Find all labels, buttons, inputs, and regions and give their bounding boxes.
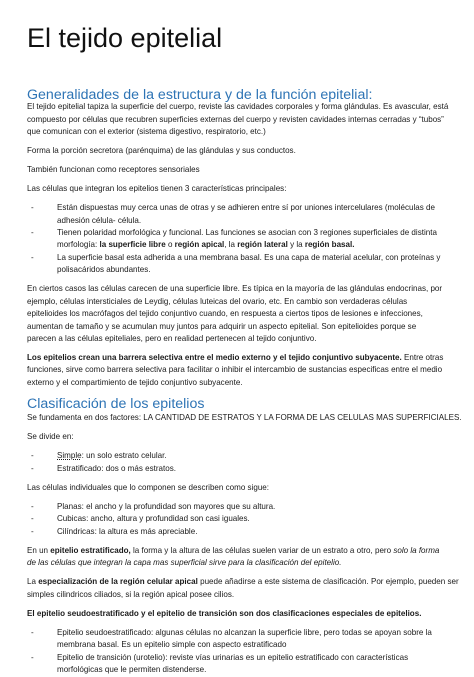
- list-dash: -: [31, 203, 34, 213]
- paragraph-line: Los epitelios crean una barrera selectiva entre el medio externo y el tejido conjuntivo subyacente. Entre otras: [27, 353, 444, 363]
- list-item-text: La superficie basal esta adherida a una membrana basal. Es una capa de material acelular, con proteínas y: [57, 252, 441, 262]
- paragraph-line: ejemplo, células intersticiales de Leydig, células luteicas del ovario, etc. En cambio son verdaderas células: [27, 296, 408, 306]
- list-dash: -: [31, 514, 34, 524]
- list-dash: -: [31, 501, 34, 511]
- list-dash: -: [31, 526, 34, 536]
- paragraph-line: [27, 557, 341, 570]
- italic-phrase: solo la forma: [393, 545, 440, 555]
- paragraph-line: Forma la porción secretora (parénquima) de las glándulas y sus conductos.: [27, 146, 296, 155]
- paragraph-line: Se divide en:: [27, 432, 74, 442]
- list-dash: -: [31, 463, 34, 473]
- list-item-text: Epitelio seudoestratificado: algunas células no alcanzan la superficie libre, pero todas se apoyan sobre la: [57, 627, 432, 637]
- list-dash: -: [31, 451, 34, 461]
- paragraph-line: externo y el compartimiento de tejido conjuntivo subyacente.: [27, 377, 243, 387]
- list-item-text: Planas: el ancho y la profundidad son mayores que su altura.: [57, 501, 276, 511]
- list-item-text: polisacáridos abundantes.: [57, 265, 151, 275]
- bold-term: región apical: [174, 240, 225, 250]
- bold-term: especialización de la región celular apical: [38, 577, 198, 587]
- list-item-text: Epitelio de transición (urotelio): reviste vías urinarias es un epitelio estratificado con características: [57, 652, 409, 662]
- section-heading-general: Generalidades de la estructura y de la función epitelial:: [27, 86, 373, 103]
- paragraph-line: Se fundamenta en dos factores: LA CANTIDAD DE ESTRATOS Y LA FORMA DE LAS CELULAS MAS SUPERFICIALES.: [27, 413, 462, 423]
- paragraph-line: En un epitelio estratificado, la forma y la altura de las células suelen variar de un estrato a otro, pero solo la forma: [27, 545, 440, 555]
- bold-term: la superficie libre: [99, 240, 166, 250]
- paragraph-line: que comunican con el exterior (sistema digestivo, respiratorio, etc.): [27, 126, 266, 136]
- bold-statement: Los epitelios crean una barrera selectiva entre el medio externo y el tejido conjuntivo subyacente.: [27, 353, 402, 363]
- paragraph-line: funciones, sirve como barrera selectiva para facilitar o inhibir el intercambio de sustancias especificas entre el medio: [27, 365, 443, 375]
- italic-phrase: de las células que integran la capa mas superficial sirve para la clasificación del epitelio.: [27, 558, 342, 568]
- paragraph-line: parecen a las células epiteliales, pero en realidad pertenecen al tejido conjuntivo.: [27, 333, 317, 343]
- paragraph-line: El tejido epitelial tapiza la superficie del cuerpo, reviste las cavidades corporales y forma glándulas. Es avascular, está: [27, 102, 449, 112]
- list-dash: -: [31, 252, 34, 262]
- bold-term: región lateral: [237, 240, 288, 250]
- page-title: El tejido epitelial: [27, 22, 223, 53]
- list-dash: -: [31, 627, 34, 637]
- paragraph-line: También funcionan como receptores sensoriales: [27, 165, 200, 175]
- list-item-text: membrana basal. Es un epitelio simple con aspecto estratificado: [57, 640, 287, 650]
- paragraph-line: La especialización de la región celular apical puede añadirse a este sistema de clasificación. Por ejemplo, pueden ser: [27, 577, 459, 587]
- paragraph-line: Las células que integran los epitelios tienen 3 características principales:: [27, 184, 287, 194]
- paragraph-line: [27, 608, 421, 621]
- paragraph-line: Las células individuales que lo componen se describen como sigue:: [27, 482, 269, 492]
- list-item-text: Cilíndricas: la altura es más apreciable.: [57, 526, 198, 536]
- bold-term: región basal.: [304, 240, 355, 250]
- list-item-text: morfología: la superficie libre o región apical, la región lateral y la región basal.: [57, 240, 355, 250]
- list-dash: -: [31, 228, 34, 238]
- list-item-text: Tienen polaridad morfológica y funcional. Las funciones se asocian con 3 regiones superficiales de distinta: [57, 228, 437, 238]
- list-item-text: morfológicas que le permiten distenderse.: [57, 665, 207, 674]
- list-dash: -: [31, 652, 34, 662]
- list-item-text: Cubicas: ancho, altura y profundidad son casi iguales.: [57, 514, 250, 524]
- paragraph-line: compuesto por células que recubren superficies externas del cuerpo y revisten cavidades internas cerradas y “tubos”: [27, 114, 444, 124]
- paragraph-line: simples cilindricos ciliados, si la región apical posee cilios.: [27, 589, 235, 599]
- list-item-text: adhesión célula- célula.: [57, 215, 142, 225]
- bold-term: epitelio estratificado,: [50, 545, 131, 555]
- section-heading-classification: Clasificación de los epitelios: [27, 395, 205, 412]
- list-item-text: Estratificado: dos o más estratos.: [57, 463, 176, 473]
- list-item-text: Están dispuestas muy cerca unas de otras y se adhieren entre sí por uniones intercelulares (moléculas de: [57, 203, 435, 213]
- bold-statement: El epitelio seudoestratificado y el epitelio de transición son dos clasificaciones especiales de epitelios.: [27, 608, 422, 618]
- paragraph-line: epitelioides los macrófagos del tejido conjuntivo cuando, en respuesta a ciertos tipos de lesiones e infecciones,: [27, 309, 423, 319]
- paragraph-line: En ciertos casos las células carecen de una superficie libre. Es típica en la mayoría de las glándulas endocrinas, por: [27, 284, 443, 294]
- paragraph-line: aumentan de tamaño y se acumulan muy juntos para adquirir un aspecto epitelial. Son epitelioides porque se: [27, 321, 417, 331]
- list-item-text: Simple: un solo estrato celular.: [57, 451, 167, 461]
